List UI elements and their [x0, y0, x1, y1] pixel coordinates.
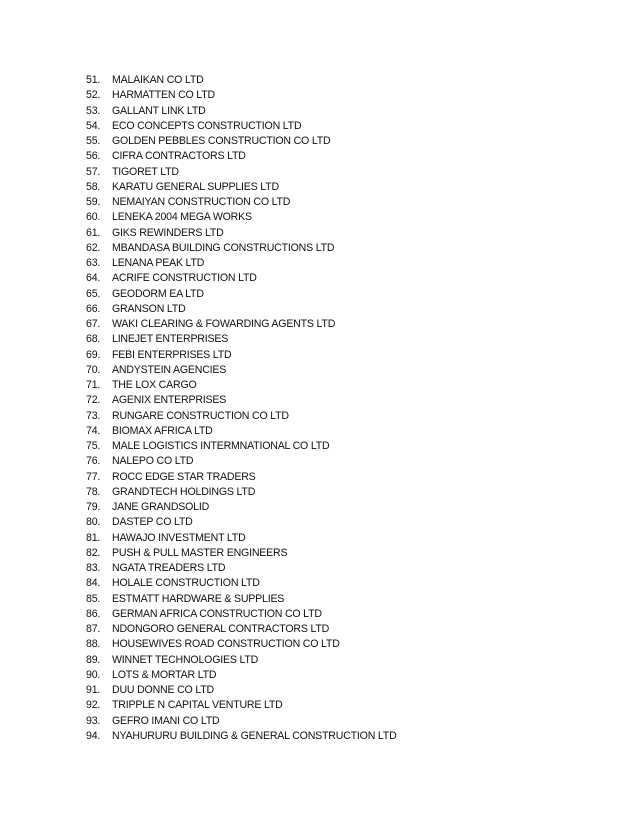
list-item	[86, 698, 606, 713]
list-item-number: 93.	[86, 714, 101, 727]
list-item-number: 56.	[86, 150, 101, 163]
list-item-number: 78.	[86, 485, 101, 498]
company-name: THE LOX CARGO	[112, 379, 197, 391]
list-item-number: 63.	[86, 257, 101, 269]
list-item-number: 67.	[86, 318, 101, 330]
company-name: GERMAN AFRICA CONSTRUCTION CO LTD	[112, 607, 322, 620]
company-name: HOLALE CONSTRUCTION LTD	[112, 577, 260, 590]
company-name: GRANDTECH HOLDINGS LTD	[112, 485, 256, 498]
company-name: HARMATTEN CO LTD	[112, 89, 215, 102]
list-item-number: 62.	[86, 241, 101, 254]
list-item-number: 74.	[86, 424, 101, 437]
company-name: NGATA TREADERS LTD	[112, 562, 226, 574]
list-item-number: 90.	[86, 668, 101, 681]
list-item-number: 84.	[86, 577, 101, 590]
list-item	[86, 546, 606, 561]
company-name: JANE GRANDSOLID	[112, 501, 210, 513]
list-item-number: 88.	[86, 638, 101, 651]
company-name: WINNET TECHNOLOGIES LTD	[112, 653, 259, 666]
list-item	[86, 515, 606, 530]
list-item-number: 92.	[86, 699, 101, 712]
list-item-number: 65.	[86, 287, 101, 300]
company-name: RUNGARE CONSTRUCTION CO LTD	[112, 409, 289, 422]
list-item	[86, 531, 606, 546]
list-item	[86, 210, 606, 225]
list-item-number: 89.	[86, 653, 101, 666]
company-name: PUSH & PULL MASTER ENGINEERS	[112, 546, 288, 559]
company-name: FEBI ENTERPRISES LTD	[112, 348, 232, 361]
company-name: MALAIKAN CO LTD	[112, 74, 204, 86]
list-item	[86, 180, 606, 195]
list-item-number: 73.	[86, 409, 101, 422]
list-item	[86, 149, 606, 164]
list-item	[86, 439, 606, 454]
list-item-number: 77.	[86, 470, 101, 483]
company-name: LENEKA 2004 MEGA WORKS	[112, 211, 252, 224]
list-item-number: 94.	[86, 729, 101, 742]
list-item	[86, 424, 606, 439]
list-item-number: 51.	[86, 74, 101, 86]
list-item-number: 59.	[86, 196, 101, 208]
company-name: HAWAJO INVESTMENT LTD	[112, 531, 246, 544]
list-item-number: 81.	[86, 531, 101, 544]
list-item	[86, 241, 606, 256]
list-item-number: 54.	[86, 119, 101, 132]
list-item-number: 53.	[86, 104, 101, 117]
list-item-number: 76.	[86, 455, 101, 468]
list-item-number: 75.	[86, 440, 101, 452]
company-name: ANDYSTEIN AGENCIES	[112, 363, 227, 376]
list-item	[86, 485, 606, 500]
list-item	[86, 409, 606, 424]
list-item	[86, 378, 606, 393]
list-item-number: 57.	[86, 165, 101, 178]
company-name: ROCC EDGE STAR TRADERS	[112, 470, 256, 483]
list-item-number: 83.	[86, 562, 101, 574]
list-item	[86, 287, 606, 302]
list-item	[86, 134, 606, 149]
company-name: HOUSEWIVES ROAD CONSTRUCTION CO LTD	[112, 638, 340, 651]
list-item	[86, 348, 606, 363]
list-item-number: 72.	[86, 394, 101, 407]
list-item	[86, 104, 606, 119]
company-name: GIKS REWINDERS LTD	[112, 226, 224, 239]
list-item	[86, 454, 606, 469]
list-item	[86, 668, 606, 683]
list-item	[86, 714, 606, 729]
list-item	[86, 119, 606, 134]
list-item-number: 69.	[86, 348, 101, 361]
list-item	[86, 637, 606, 652]
company-name: ESTMATT HARDWARE & SUPPLIES	[112, 592, 285, 605]
list-item-number: 79.	[86, 501, 101, 513]
list-item	[86, 302, 606, 317]
company-name: GEFRO IMANI CO LTD	[112, 714, 220, 727]
list-item	[86, 607, 606, 622]
company-name: NYAHURURU BUILDING & GENERAL CONSTRUCTION LTD	[112, 729, 397, 742]
list-item-number: 80.	[86, 516, 101, 529]
list-item	[86, 165, 606, 180]
list-item	[86, 332, 606, 347]
list-item-number: 66.	[86, 302, 101, 315]
company-name: LENANA PEAK LTD	[112, 257, 205, 269]
list-item-number: 87.	[86, 623, 101, 635]
list-item	[86, 317, 606, 332]
company-name: DASTEP CO LTD	[112, 516, 193, 529]
company-name: AGENIX ENTERPRISES	[112, 394, 227, 407]
list-item-number: 52.	[86, 89, 101, 102]
company-name: TIGORET LTD	[112, 165, 179, 178]
list-item	[86, 363, 606, 378]
list-item	[86, 500, 606, 515]
list-item	[86, 622, 606, 637]
company-name: LOTS & MORTAR LTD	[112, 668, 217, 681]
company-name: GEODORM EA LTD	[112, 287, 204, 300]
list-item-number: 64.	[86, 272, 101, 285]
company-name: NALEPO CO LTD	[112, 455, 194, 468]
list-item-number: 58.	[86, 180, 101, 193]
list-item-number: 68.	[86, 333, 101, 346]
list-item-number: 91.	[86, 684, 101, 696]
list-item-number: 70.	[86, 363, 101, 376]
list-item	[86, 683, 606, 698]
list-item	[86, 195, 606, 210]
company-name: DUU DONNE CO LTD	[112, 684, 214, 696]
company-name: GALLANT LINK LTD	[112, 104, 206, 117]
list-item	[86, 271, 606, 286]
list-item	[86, 729, 606, 744]
list-item-number: 55.	[86, 135, 101, 147]
list-item	[86, 256, 606, 271]
list-item-number: 85.	[86, 592, 101, 605]
list-item	[86, 88, 606, 103]
company-name: BIOMAX AFRICA LTD	[112, 424, 213, 437]
list-item	[86, 393, 606, 408]
list-item	[86, 226, 606, 241]
company-name: LINEJET ENTERPRISES	[112, 333, 229, 346]
company-name: NDONGORO GENERAL CONTRACTORS LTD	[112, 623, 330, 635]
list-item	[86, 561, 606, 576]
company-name: MBANDASA BUILDING CONSTRUCTIONS LTD	[112, 241, 335, 254]
list-item-number: 86.	[86, 607, 101, 620]
company-name: MALE LOGISTICS INTERMNATIONAL CO LTD	[112, 440, 330, 452]
list-item	[86, 653, 606, 668]
list-item	[86, 470, 606, 485]
company-name: KARATU GENERAL SUPPLIES LTD	[112, 180, 279, 193]
company-name: CIFRA CONTRACTORS LTD	[112, 150, 246, 163]
list-item-number: 71.	[86, 379, 101, 391]
list-item	[86, 73, 606, 88]
company-name: ECO CONCEPTS CONSTRUCTION LTD	[112, 119, 302, 132]
company-name: GOLDEN PEBBLES CONSTRUCTION CO LTD	[112, 135, 331, 147]
company-name: WAKI CLEARING & FOWARDING AGENTS LTD	[112, 318, 336, 330]
company-name: NEMAIYAN CONSTRUCTION CO LTD	[112, 196, 291, 208]
company-name: TRIPPLE N CAPITAL VENTURE LTD	[112, 699, 283, 712]
list-item	[86, 592, 606, 607]
list-item-number: 61.	[86, 226, 101, 239]
list-item-number: 60.	[86, 211, 101, 224]
list-item-number: 82.	[86, 546, 101, 559]
company-list	[86, 73, 606, 744]
company-name: GRANSON LTD	[112, 302, 186, 315]
company-name: ACRIFE CONSTRUCTION LTD	[112, 272, 257, 285]
list-item	[86, 576, 606, 591]
